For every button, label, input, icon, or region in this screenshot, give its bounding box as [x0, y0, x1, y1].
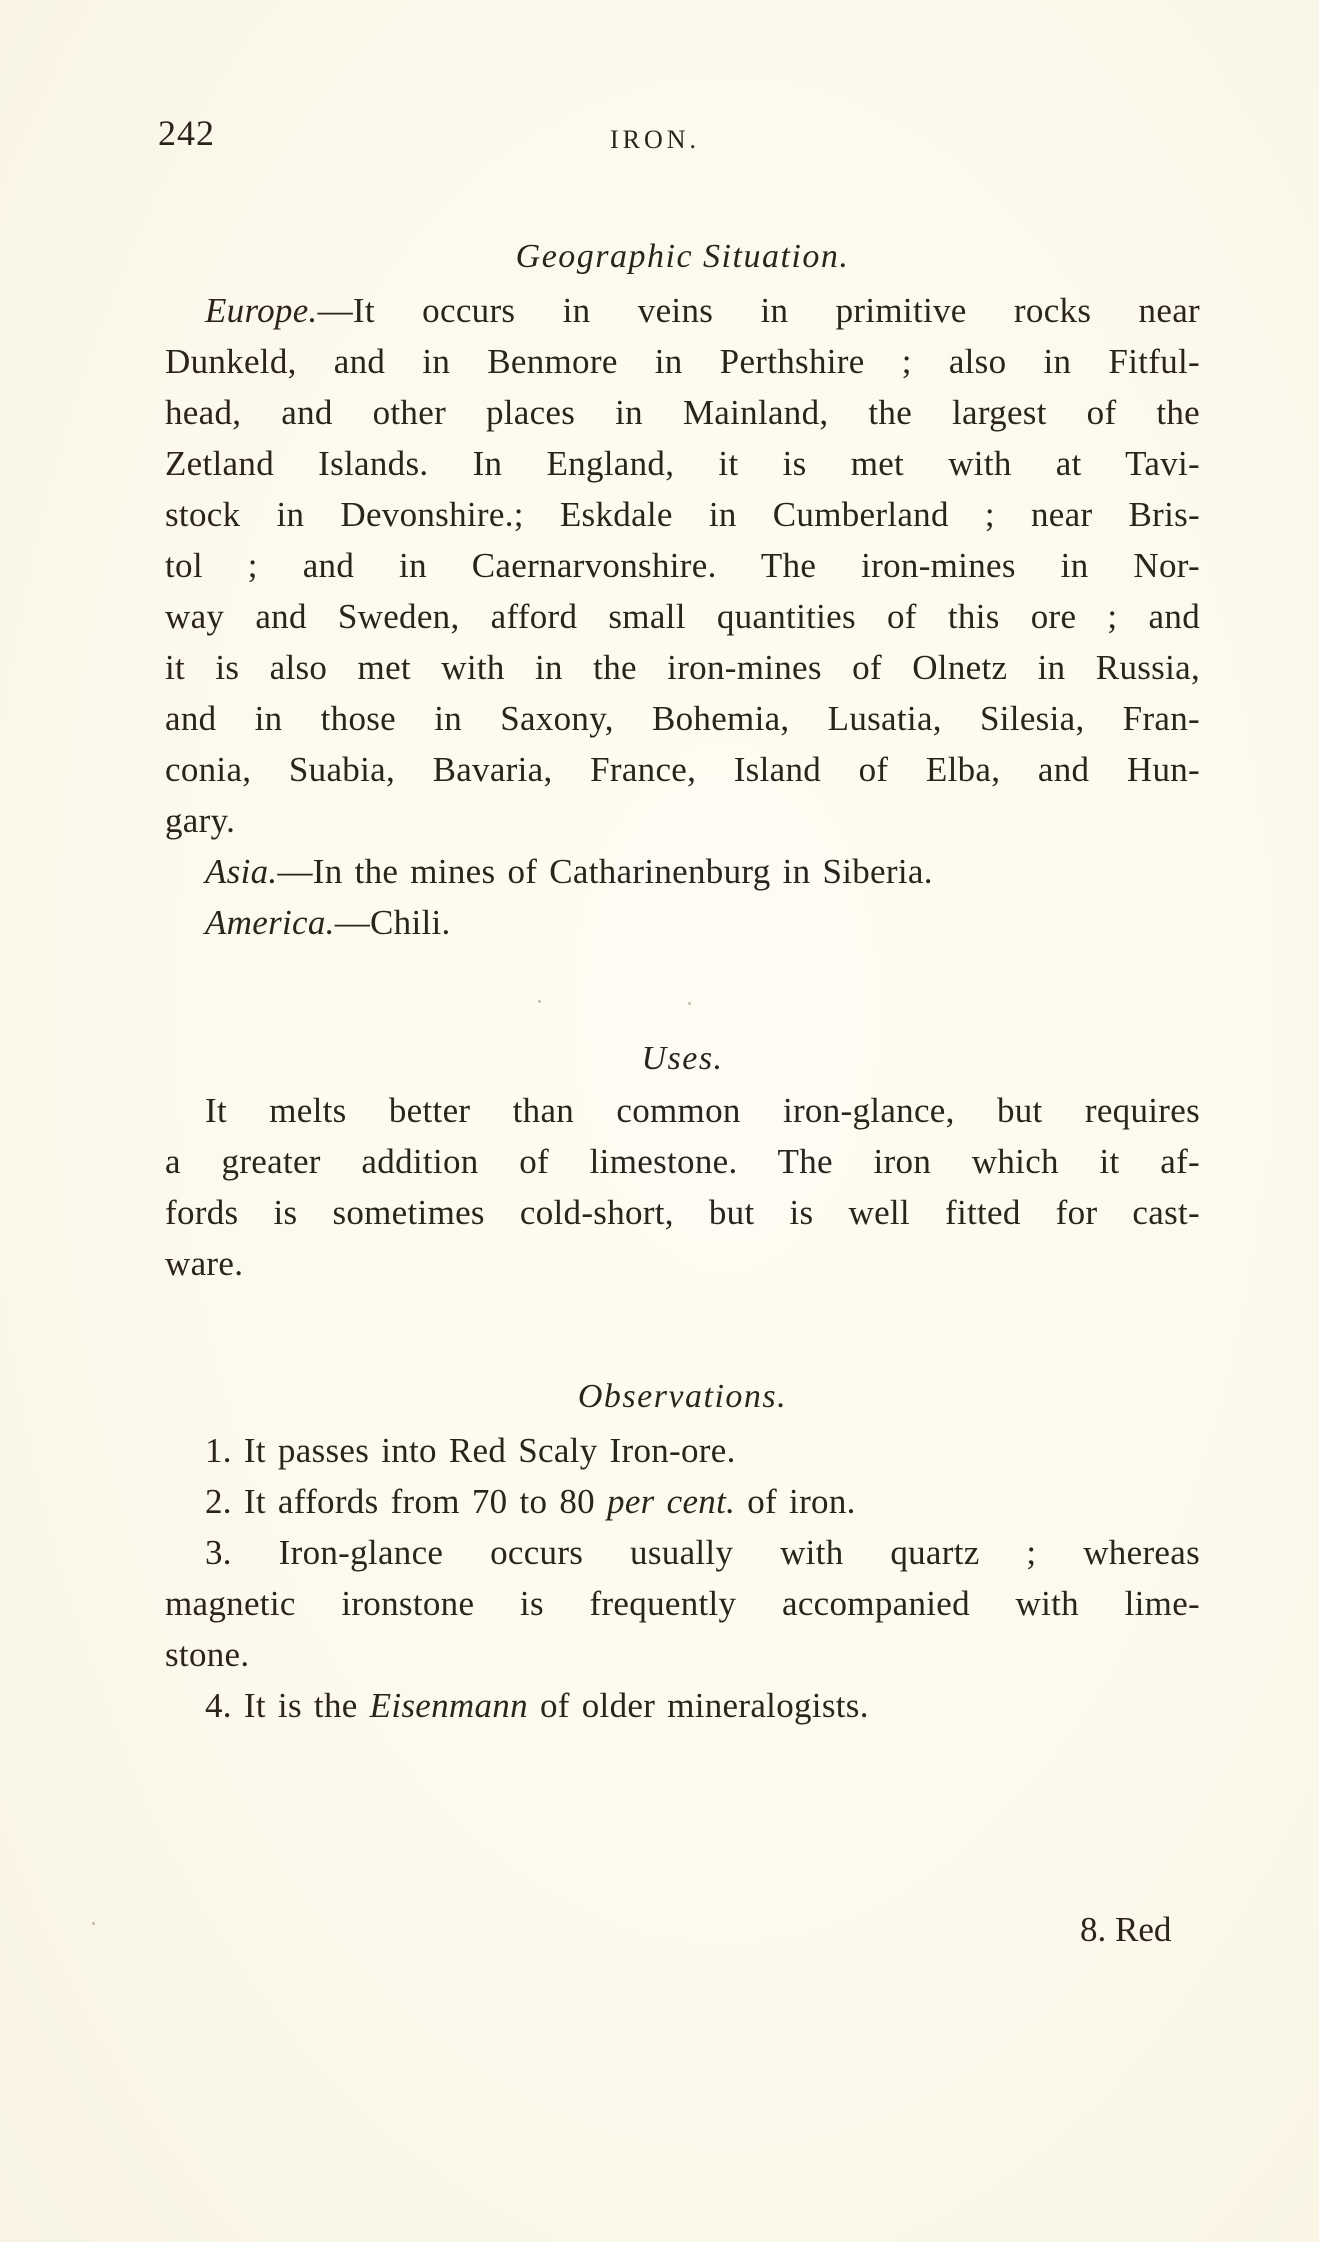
text-line: gary.	[165, 801, 236, 840]
paper-speck	[538, 1000, 541, 1003]
observations-heading: Observations.	[577, 1378, 788, 1415]
observation-item-3: 3. Iron-glance occurs usually with quartz ; whereas	[205, 1533, 1200, 1572]
text-line: conia, Suabia, Bavaria, France, Island of Elba, and Hun-	[165, 750, 1200, 789]
text-line: fords is sometimes cold-short, but is well fitted for cast-	[165, 1193, 1200, 1232]
text-line: head, and other places in Mainland, the largest of the	[165, 393, 1200, 432]
text-line: stock in Devonshire.; Eskdale in Cumberland ; near Bris-	[165, 495, 1200, 534]
asia-text: —In the mines of Catharinenburg in Siberia.	[277, 852, 933, 891]
observation-item-4: 4. It is the Eisenmann of older mineralogists.	[205, 1686, 869, 1725]
observation-item-2: 2. It affords from 70 to 80 per cent. of iron.	[205, 1482, 856, 1521]
europe-line	[165, 285, 1200, 336]
running-head: IRON.	[610, 125, 701, 154]
text-line: It melts better than common iron-glance, but requires	[205, 1091, 1200, 1130]
text-line: —It occurs in veins in primitive rocks near	[317, 291, 1200, 330]
text-line: it is also met with in the iron-mines of Olnetz in Russia,	[165, 648, 1200, 687]
america-text: —Chili.	[334, 903, 451, 942]
text-line: a greater addition of limestone. The iron which it af-	[165, 1142, 1200, 1181]
text-line: way and Sweden, afford small quantities of this ore ; and	[165, 597, 1200, 636]
paper-speck	[688, 1002, 691, 1005]
america-label: America.	[205, 903, 335, 942]
uses-heading: Uses.	[641, 1040, 724, 1077]
asia-label: Asia.	[205, 852, 278, 891]
observation-item-1: 1. It passes into Red Scaly Iron-ore.	[205, 1431, 736, 1470]
text-line: Dunkeld, and in Benmore in Perthshire ; also in Fitful-	[165, 342, 1200, 381]
text-line: ware.	[165, 1244, 244, 1283]
asia-line	[165, 846, 1200, 897]
america-line	[165, 897, 1200, 948]
observations-list	[165, 1425, 1200, 1731]
text-line: Zetland Islands. In England, it is met with at Tavi-	[165, 444, 1200, 483]
catchword: 8. Red	[1080, 1910, 1172, 1949]
geographic-situation-text	[165, 285, 1200, 948]
text-line: tol ; and in Caernarvonshire. The iron-mines in Nor-	[165, 546, 1200, 585]
geographic-situation-heading: Geographic Situation.	[515, 238, 850, 275]
europe-label: Europe.	[205, 291, 318, 330]
paper-speck	[92, 1922, 95, 1925]
page-number: 242	[158, 113, 215, 153]
observation-item-3-cont: stone.	[165, 1635, 250, 1674]
observation-item-3-cont: magnetic ironstone is frequently accompanied with lime-	[165, 1584, 1200, 1623]
uses-text	[165, 1085, 1200, 1289]
text-line: and in those in Saxony, Bohemia, Lusatia, Silesia, Fran-	[165, 699, 1200, 738]
